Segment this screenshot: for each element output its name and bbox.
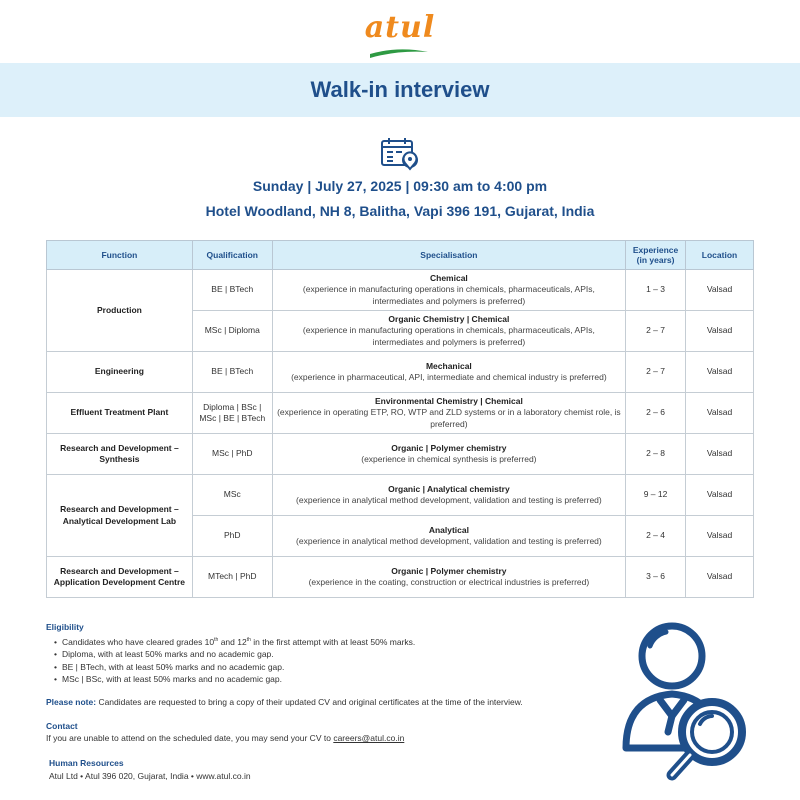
cell-specialisation (272, 557, 625, 598)
person-magnifier-icon (620, 620, 760, 785)
spec-title: Mechanical (425, 360, 472, 371)
cell-experience: 2 – 8 (626, 434, 686, 475)
cell-experience: 9 – 12 (626, 475, 686, 516)
header-experience (626, 241, 686, 270)
page-title: Walk-in interview (310, 77, 490, 102)
please-note (46, 697, 523, 707)
cell-specialisation (272, 352, 625, 393)
cell-qualification: BE | BTech (192, 352, 272, 393)
cell-qualification: BE | BTech (192, 270, 272, 311)
openings-table (46, 240, 754, 598)
footer-heading: Human Resources (49, 758, 124, 768)
spec-description: (experience in chemical synthesis is preferred) (361, 454, 537, 464)
cell-specialisation (272, 393, 625, 434)
cell-location: Valsad (686, 434, 754, 475)
event-venue: Hotel Woodland, NH 8, Balitha, Vapi 396 191, Gujarat, India (205, 203, 595, 219)
cell-qualification: MSc (192, 475, 272, 516)
header-specialisation: Specialisation (272, 241, 625, 270)
contact-section (46, 721, 404, 743)
table-row (47, 393, 754, 434)
contact-heading: Contact (46, 721, 78, 731)
spec-title: Organic | Polymer chemistry (391, 565, 507, 576)
cell-location: Valsad (686, 311, 754, 352)
header-function: Function (47, 241, 193, 270)
cell-location: Valsad (686, 393, 754, 434)
logo-wordmark: atul (364, 10, 436, 45)
event-datetime: Sunday | July 27, 2025 | 09:30 am to 4:00 pm (252, 178, 548, 194)
cell-location: Valsad (686, 352, 754, 393)
cell-experience: 2 – 7 (626, 352, 686, 393)
list-item: • Diploma, with at least 50% marks and no academic gap. (54, 648, 606, 660)
eligibility-list (54, 634, 606, 685)
cell-function: Research and Development – Application Development Centre (47, 557, 193, 598)
list-item: • MSc | BSc, with at least 50% marks and no academic gap. (54, 673, 606, 685)
cell-location: Valsad (686, 516, 754, 557)
table-row (47, 352, 754, 393)
cell-qualification: Diploma | BSc | MSc | BE | BTech (192, 393, 272, 434)
spec-description: (experience in operating ETP, RO, WTP and ZLD systems or in a laboratory chemist role, is preferred) (277, 407, 621, 429)
cell-function: Research and Development – Analytical Development Lab (47, 475, 193, 557)
spec-description: (experience in manufacturing operations in chemicals, pharmaceuticals, APIs, intermediates and polymers is preferred) (302, 325, 595, 347)
careers-email-link[interactable]: careers@atul.co.in (333, 733, 405, 743)
logo-swoosh-icon (368, 46, 430, 60)
header-experience-line1: Experience (632, 245, 679, 255)
spec-description: (experience in pharmaceutical, API, intermediate and chemical industry is preferred) (291, 372, 607, 382)
cell-specialisation (272, 270, 625, 311)
note-label: Please note: (46, 697, 97, 707)
cell-qualification: MTech | PhD (192, 557, 272, 598)
cell-location: Valsad (686, 270, 754, 311)
spec-title: Analytical (428, 524, 469, 535)
eligibility-heading: Eligibility (46, 622, 84, 632)
cell-function: Effluent Treatment Plant (47, 393, 193, 434)
cell-function: Engineering (47, 352, 193, 393)
spec-title: Environmental Chemistry | Chemical (374, 395, 523, 406)
title-banner (0, 63, 800, 117)
calendar-location-icon (380, 136, 420, 172)
table-header-row (47, 241, 754, 270)
cell-experience: 2 – 7 (626, 311, 686, 352)
cell-specialisation (272, 434, 625, 475)
spec-title: Chemical (429, 272, 468, 283)
contact-text: If you are unable to attend on the scheduled date, you may send your CV to (46, 733, 334, 743)
spec-description: (experience in analytical method development, validation and testing is preferred) (296, 495, 602, 505)
spec-title: Organic | Polymer chemistry (391, 442, 507, 453)
cell-function: Research and Development – Synthesis (47, 434, 193, 475)
cell-qualification: PhD (192, 516, 272, 557)
eligibility-section (46, 622, 606, 685)
footer-address: Atul Ltd • Atul 396 020, Gujarat, India • www.atul.co.in (49, 771, 251, 781)
note-text: Candidates are requested to bring a copy of their updated CV and original certificates at the time of the interview. (96, 697, 523, 707)
footer-section (49, 758, 251, 781)
cell-experience: 3 – 6 (626, 557, 686, 598)
cell-specialisation (272, 516, 625, 557)
table-row (47, 434, 754, 475)
cell-qualification: MSc | Diploma (192, 311, 272, 352)
spec-description: (experience in manufacturing operations in chemicals, pharmaceuticals, APIs, intermediates and polymers is preferred) (302, 284, 595, 306)
table-row (47, 475, 754, 516)
header-qualification: Qualification (192, 241, 272, 270)
atul-logo (0, 12, 800, 56)
cell-function: Production (47, 270, 193, 352)
spec-description: (experience in analytical method development, validation and testing is preferred) (296, 536, 602, 546)
table-row (47, 270, 754, 311)
list-item: • Candidates who have cleared grades 10th and 12th in the first attempt with at least 50% marks. (54, 634, 606, 648)
spec-title: Organic | Analytical chemistry (388, 483, 510, 494)
spec-description: (experience in the coating, construction or electrical industries is preferred) (308, 577, 590, 587)
list-item: • BE | BTech, with at least 50% marks and no academic gap. (54, 661, 606, 673)
cell-specialisation (272, 475, 625, 516)
cell-location: Valsad (686, 557, 754, 598)
cell-qualification: MSc | PhD (192, 434, 272, 475)
cell-location: Valsad (686, 475, 754, 516)
cell-experience: 2 – 6 (626, 393, 686, 434)
cell-specialisation (272, 311, 625, 352)
header-location: Location (686, 241, 754, 270)
cell-experience: 1 – 3 (626, 270, 686, 311)
table-row (47, 557, 754, 598)
cell-experience: 2 – 4 (626, 516, 686, 557)
spec-title: Organic Chemistry | Chemical (388, 313, 510, 324)
header-experience-line2: (in years) (636, 255, 675, 265)
